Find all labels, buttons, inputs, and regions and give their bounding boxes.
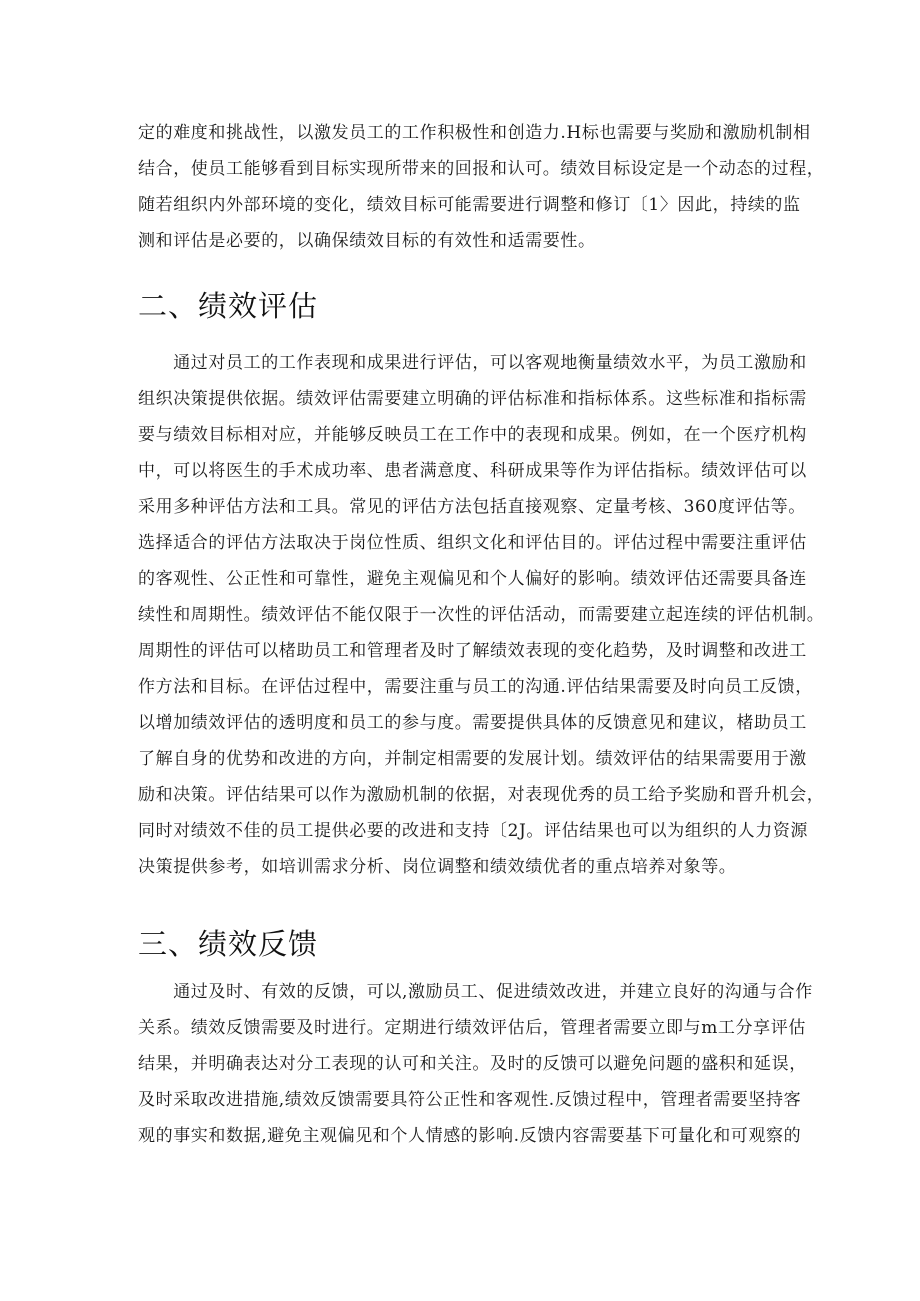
intro-paragraph: [138, 115, 825, 259]
paragraph-line: 结合，使员工能够看到目标实现所带来的回报和认可。绩效目标设定是一个动态的过程，: [138, 159, 825, 179]
paragraph-line: 及时采取改进措施,绩效反馈需要具符公正性和客观性.反馈过程中，管理者需要坚持客: [138, 1090, 802, 1110]
paragraph-line: 结果，并明确表达对分工表现的认可和关注。及时的反馈可以避免问题的盛积和延误，: [138, 1054, 807, 1074]
paragraph-line: 了解自身的优势和改进的方向，并制定相需要的发展计划。绩效评估的结果需要用于激: [138, 749, 807, 769]
feedback-paragraph: [138, 974, 813, 1154]
paragraph-line: 组织决策提供依据。绩效评估需要建立明确的评估标准和指标体系。这些标准和指标需: [138, 389, 807, 409]
paragraph-line: 续性和周期性。绩效评估不能仅限于一次性的评估活动，而需要建立起连续的评估机制。: [138, 605, 825, 625]
paragraph-line: 的客观性、公正性和可靠性，避免主观偏见和个人偏好的影响。绩效评估还需要具备连: [138, 569, 807, 589]
paragraph-line: 测和评估是必要的，以确保绩效目标的有效性和适需要性。: [138, 231, 596, 251]
paragraph-line: 作方法和目标。在评估过程中，需要注重与员工的沟通.评估结果需要及时向员工反馈，: [138, 677, 813, 697]
paragraph-line: 随若组织内外部环境的变化，绩效目标可能需要进行调整和修订〔1〉因此，持续的监: [138, 195, 801, 215]
paragraph-line: 采用多种评估方法和工具。常见的评估方法包括直接观察、定量考核、360度评估等。: [138, 497, 806, 517]
section-heading-feedback: 三、绩效反馈: [138, 927, 319, 961]
paragraph-line: 要与绩效目标相对应，并能够反映员工在工作中的表现和成果。例如，在一个医疗机构: [138, 425, 807, 445]
paragraph-line: 励和决策。评估结果可以作为激励机制的依据，对表现优秀的员工给予奖励和晋升机会，: [138, 785, 825, 805]
paragraph-line: 通过及时、有效的反馈，可以,激励员工、促进绩效改进，并建立良好的沟通与合作: [138, 982, 813, 1002]
paragraph-line: 同时对绩效不佳的员工提供必要的改进和支持〔2J。评估结果也可以为组织的人力资源: [138, 821, 809, 841]
paragraph-line: 定的难度和挑战性，以激发员工的工作积极性和创造力.H标也需要与奖励和激励机制相: [138, 123, 811, 143]
section-heading-evaluation: 二、绩效评估: [138, 289, 319, 323]
paragraph-line: 选择适合的评估方法取决于岗位性质、组织文化和评估目的。评估过程中需要注重评估: [138, 533, 807, 553]
paragraph-line: 关系。绩效反馈需要及时进行。定期进行绩效评估后，管理者需要立即与m工分享评估: [138, 1018, 806, 1038]
paragraph-line: 以增加绩效评估的透明度和员工的参与度。需要提供具体的反馈意见和建议，楮助员工: [138, 713, 807, 733]
paragraph-line: 通过对员工的工作表现和成果进行评估，可以客观地衡量绩效水平，为员工激励和: [138, 353, 807, 373]
paragraph-line: 观的事实和数据,避免主观偏见和个人情感的影响.反馈内容需要基下可量化和可观察的: [138, 1126, 802, 1146]
evaluation-paragraph: [138, 345, 825, 885]
paragraph-line: 决策提供参考，如培训需求分析、岗位调整和绩效绩优者的重点培养对象等。: [138, 857, 737, 877]
paragraph-line: 周期性的评估可以楮助员工和管理者及时了解绩效表现的变化趋势，及时调整和改进工: [138, 641, 807, 661]
paragraph-line: 中，可以将医生的手术成功率、患者满意度、科研成果等作为评估指标。绩效评估可以: [138, 461, 807, 481]
